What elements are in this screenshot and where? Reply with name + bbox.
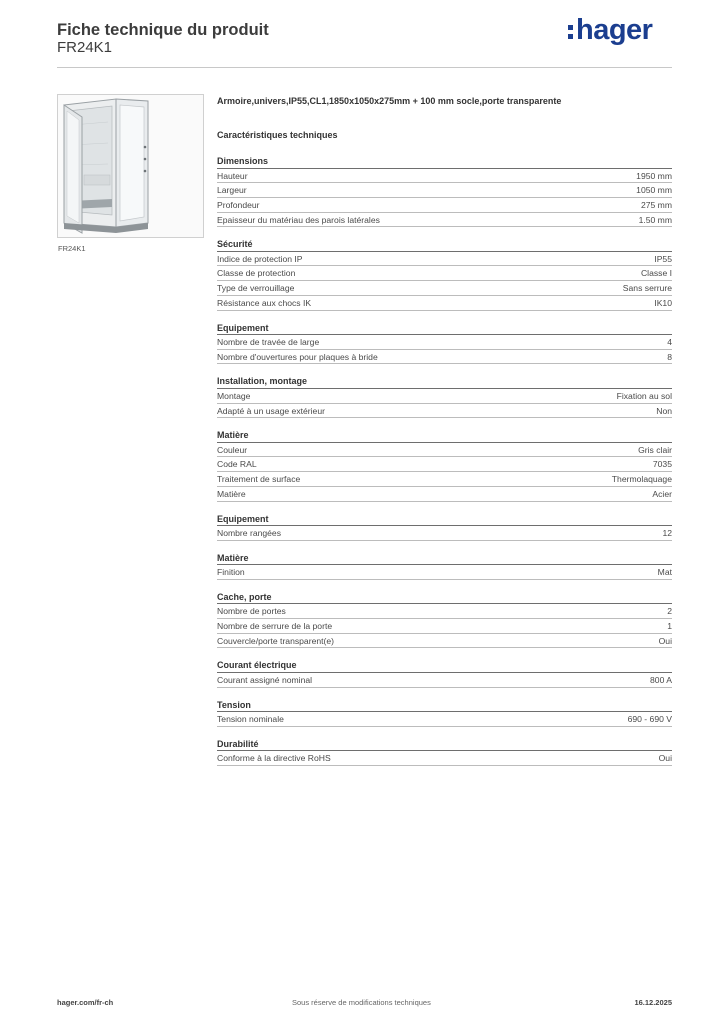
- spec-row: [217, 604, 672, 619]
- footer-website: hager.com/fr-ch: [57, 998, 114, 1007]
- spec-row: [217, 673, 672, 688]
- spec-value: Oui: [658, 753, 672, 764]
- spec-row: [217, 266, 672, 281]
- spec-row: [217, 281, 672, 296]
- spec-label: Finition: [217, 567, 245, 578]
- spec-row: [217, 487, 672, 502]
- product-description: Armoire,univers,IP55,CL1,1850x1050x275mm + 100 mm socle,porte transparente: [217, 96, 562, 106]
- spec-label: Traitement de surface: [217, 474, 301, 485]
- spec-label: Largeur: [217, 185, 247, 196]
- spec-section: [217, 428, 672, 501]
- spec-row: [217, 198, 672, 213]
- hager-logo: [568, 14, 652, 47]
- spec-value: Mat: [657, 567, 672, 578]
- section-title: Installation, montage: [217, 374, 672, 389]
- footer-date: 16.12.2025: [634, 998, 672, 1007]
- spec-value: Non: [656, 405, 672, 416]
- section-title: Courant électrique: [217, 658, 672, 673]
- spec-value: 690 - 690 V: [627, 714, 672, 725]
- spec-section: [217, 551, 672, 580]
- section-title: Durabilité: [217, 737, 672, 752]
- spec-section: [217, 321, 672, 365]
- spec-section: [217, 590, 672, 649]
- spec-row: [217, 472, 672, 487]
- spec-section: [217, 737, 672, 766]
- spec-row: [217, 712, 672, 727]
- spec-sections: [217, 154, 672, 766]
- spec-value: 1.50 mm: [638, 214, 672, 225]
- spec-row: [217, 404, 672, 419]
- section-title: Matière: [217, 551, 672, 566]
- spec-value: IP55: [654, 253, 672, 264]
- section-title: Dimensions: [217, 154, 672, 169]
- spec-label: Couvercle/porte transparent(e): [217, 635, 335, 646]
- spec-row: [217, 751, 672, 766]
- spec-label: Résistance aux chocs IK: [217, 297, 312, 308]
- spec-value: Thermolaquage: [611, 474, 672, 485]
- section-title: Equipement: [217, 321, 672, 336]
- spec-label: Type de verrouillage: [217, 283, 295, 294]
- spec-row: [217, 213, 672, 228]
- spec-value: Sans serrure: [622, 283, 672, 294]
- spec-section: [217, 237, 672, 310]
- spec-value: 8: [667, 351, 672, 362]
- spec-label: Conforme à la directive RoHS: [217, 753, 331, 764]
- spec-value: 275 mm: [640, 199, 672, 210]
- spec-value: Oui: [658, 635, 672, 646]
- spec-row: [217, 526, 672, 541]
- spec-row: [217, 252, 672, 267]
- spec-label: Courant assigné nominal: [217, 674, 313, 685]
- spec-label: Matière: [217, 488, 246, 499]
- spec-label: Nombre de portes: [217, 606, 286, 617]
- spec-section: [217, 658, 672, 687]
- spec-label: Adapté à un usage extérieur: [217, 405, 325, 416]
- spec-value: 7035: [652, 459, 672, 470]
- spec-value: 1950 mm: [636, 170, 672, 181]
- spec-value: 4: [667, 337, 672, 347]
- spec-label: Montage: [217, 390, 251, 401]
- spec-row: [217, 443, 672, 458]
- logo-dots-icon: [568, 21, 574, 41]
- spec-section: [217, 698, 672, 727]
- spec-section: [217, 154, 672, 227]
- spec-label: Profondeur: [217, 199, 260, 210]
- spec-value: Acier: [652, 488, 672, 499]
- spec-label: Tension nominale: [217, 714, 284, 725]
- spec-label: Nombre de serrure de la porte: [217, 621, 333, 632]
- spec-value: Fixation au sol: [616, 390, 672, 401]
- section-title: Equipement: [217, 512, 672, 527]
- spec-label: Nombre de travée de large: [217, 337, 320, 347]
- page-title: Fiche technique du produit: [57, 21, 269, 39]
- spec-label: Classe de protection: [217, 268, 296, 279]
- spec-value: Classe I: [640, 268, 672, 279]
- spec-value: 1050 mm: [636, 185, 672, 196]
- section-title: Cache, porte: [217, 590, 672, 605]
- spec-section: [217, 512, 672, 541]
- spec-label: Couleur: [217, 444, 248, 455]
- spec-value: IK10: [654, 297, 672, 308]
- spec-row: [217, 169, 672, 184]
- spec-value: 12: [662, 528, 672, 538]
- section-title: Sécurité: [217, 237, 672, 252]
- spec-row: [217, 296, 672, 311]
- spec-row: [217, 389, 672, 404]
- spec-row: [217, 457, 672, 472]
- spec-label: Indice de protection IP: [217, 253, 303, 264]
- spec-row: [217, 619, 672, 634]
- section-title: Tension: [217, 698, 672, 713]
- header-divider: [57, 67, 672, 68]
- logo-text: hager: [576, 14, 653, 46]
- spec-label: Hauteur: [217, 170, 248, 181]
- tech-heading: Caractéristiques techniques: [217, 130, 338, 140]
- spec-row: [217, 634, 672, 649]
- spec-value: 1: [667, 621, 672, 632]
- spec-label: Nombre d'ouvertures pour plaques à bride: [217, 351, 378, 362]
- spec-value: 800 A: [650, 674, 672, 685]
- spec-row: [217, 183, 672, 198]
- spec-content: [217, 96, 672, 766]
- product-reference: FR24K1: [57, 39, 113, 56]
- spec-row: [217, 565, 672, 580]
- spec-label: Code RAL: [217, 459, 257, 470]
- spec-row: [217, 335, 672, 350]
- spec-label: Epaisseur du matériau des parois latérales: [217, 214, 380, 225]
- spec-value: 2: [667, 606, 672, 617]
- image-caption: FR24K1: [58, 244, 86, 253]
- section-title: Matière: [217, 428, 672, 443]
- spec-value: Gris clair: [638, 444, 672, 455]
- product-image: [57, 94, 204, 238]
- footer-notice: Sous réserve de modifications techniques: [292, 998, 431, 1007]
- spec-section: [217, 374, 672, 418]
- cabinet-illustration-icon: [58, 95, 203, 237]
- spec-row: [217, 350, 672, 365]
- spec-label: Nombre rangées: [217, 528, 282, 538]
